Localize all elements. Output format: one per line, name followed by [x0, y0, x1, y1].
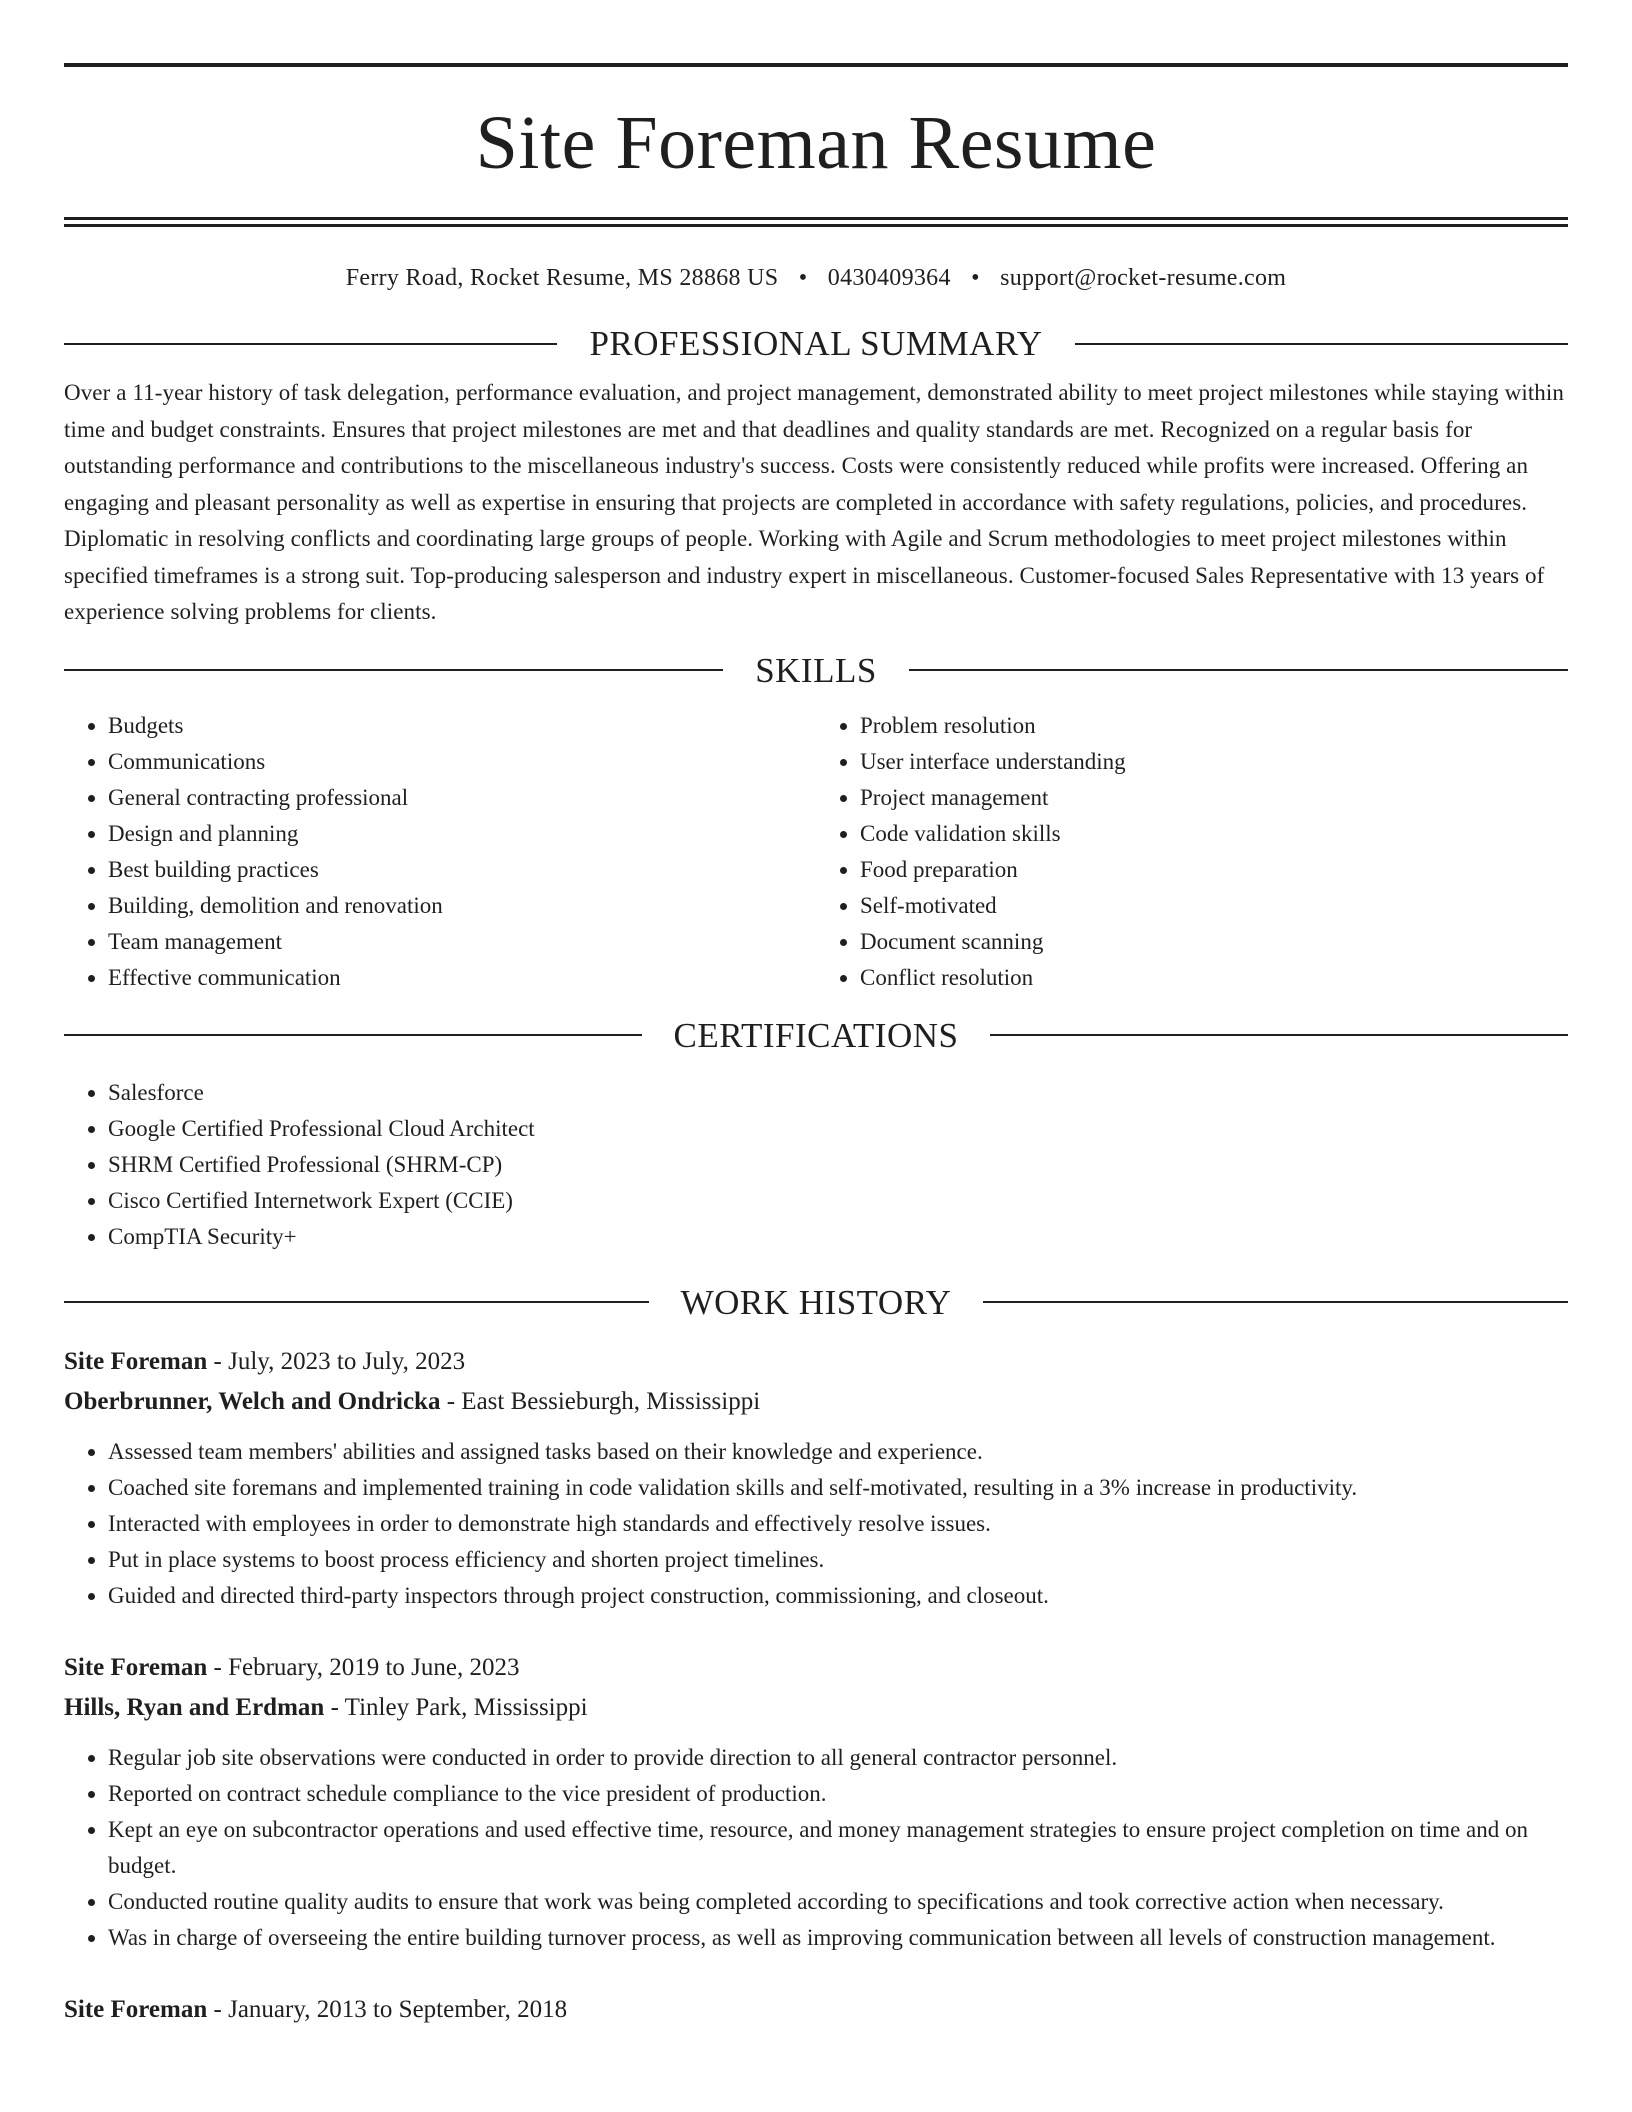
certification-item: • Google Certified Professional Cloud Architect: [108, 1111, 1568, 1147]
job-title-line: [64, 1990, 1568, 2030]
job-entry: [64, 1342, 1568, 1614]
job-bullet: • Put in place systems to boost process efficiency and shorten project timelines.: [108, 1542, 1568, 1578]
job-title-line: [64, 1648, 1568, 1688]
job-company: Hills, Ryan and Erdman: [64, 1693, 325, 1721]
heading-rule: [64, 1034, 642, 1036]
work-history-heading-label: WORK HISTORY: [680, 1282, 952, 1322]
skill-item: • User interface understanding: [860, 744, 1568, 780]
job-bullet: • Interacted with employees in order to demonstrate high standards and effectively resolve issues.: [108, 1506, 1568, 1542]
title-double-rule: [64, 217, 1568, 227]
heading-rule: [64, 1301, 649, 1303]
summary-text: Over a 11-year history of task delegation, performance evaluation, and project management, demonstrated ability to meet project milestones while staying within time and budget constraints. Ensures that project milestones are met and that deadlines and quality standards are met. Recognized on a regular basis for outstanding performance and contributions to the miscellaneous industry's success. Costs were consistently reduced while profits were increased. Offering an engaging and pleasant personality as well as expertise in ensuring that projects are completed in accordance with safety regulations, policies, and procedures. Diplomatic in resolving conflicts and coordinating large groups of people. Working with Agile and Scrum methodologies to meet project milestones within specified timeframes is a strong suit. Top-producing salesperson and industry expert in miscellaneous. Customer-focused Sales Representative with 13 years of experience solving problems for clients.: [64, 380, 1564, 624]
contact-address: Ferry Road, Rocket Resume, MS 28868 US: [345, 265, 779, 291]
job-location: - East Bessieburgh, Mississippi: [440, 1387, 761, 1415]
heading-rule: [1075, 343, 1568, 345]
skills-heading: [64, 650, 1568, 690]
summary-heading-label: PROFESSIONAL SUMMARY: [589, 324, 1043, 363]
summary-heading: [64, 326, 1568, 361]
job-title: Site Foreman: [64, 1653, 208, 1681]
job-dates: - January, 2013 to September, 2018: [207, 1995, 568, 2023]
skill-item: • General contracting professional: [108, 780, 816, 816]
resume-title: Site Foreman Resume: [475, 101, 1157, 185]
heading-rule: [64, 669, 723, 671]
skill-item: • Self-motivated: [860, 888, 1568, 924]
certification-item: • SHRM Certified Professional (SHRM-CP): [108, 1147, 1568, 1183]
job-title: Site Foreman: [64, 1995, 208, 2023]
top-rule: [64, 63, 1568, 67]
skill-item: • Communications: [108, 744, 816, 780]
job-title: Site Foreman: [64, 1347, 208, 1375]
job-entry: [64, 1648, 1568, 1956]
job-company-line: [64, 1688, 1568, 1728]
contact-line: [64, 265, 1568, 292]
skill-item: • Food preparation: [860, 852, 1568, 888]
heading-rule: [909, 669, 1568, 671]
contact-separator: •: [971, 265, 980, 291]
job-location: - Tinley Park, Mississippi: [324, 1693, 588, 1721]
heading-rule: [983, 1301, 1568, 1303]
heading-rule: [64, 343, 557, 345]
contact-email: support@rocket-resume.com: [1000, 265, 1287, 291]
job-bullet: • Guided and directed third-party inspectors through project construction, commissioning, and closeout.: [108, 1578, 1568, 1614]
skills-list: [64, 708, 1568, 996]
certifications-list: [64, 1075, 1568, 1255]
skills-heading-label: SKILLS: [755, 650, 877, 690]
job-bullet: • Coached site foremans and implemented training in code validation skills and self-motivated, resulting in a 3% increase in productivity.: [108, 1470, 1568, 1506]
skill-item: • Conflict resolution: [860, 960, 1568, 996]
skills-column-right: [816, 708, 1568, 996]
certification-item: • Cisco Certified Internetwork Expert (CCIE): [108, 1183, 1568, 1219]
skill-item: • Code validation skills: [860, 816, 1568, 852]
skill-item: • Project management: [860, 780, 1568, 816]
job-entry: [64, 1990, 1568, 2030]
job-bullet: • Reported on contract schedule compliance to the vice president of production.: [108, 1776, 1568, 1812]
skills-column-left: [64, 708, 816, 996]
work-history-heading: [64, 1282, 1568, 1322]
certifications-heading: [64, 1015, 1568, 1055]
skill-item: • Problem resolution: [860, 708, 1568, 744]
skill-item: • Design and planning: [108, 816, 816, 852]
job-bullets: [64, 1740, 1568, 1956]
certification-item: • Salesforce: [108, 1075, 1568, 1111]
skill-item: • Budgets: [108, 708, 816, 744]
heading-rule: [990, 1034, 1568, 1036]
resume-page: [64, 0, 1568, 2030]
certification-item: • CompTIA Security+: [108, 1219, 1568, 1255]
job-title-line: [64, 1342, 1568, 1382]
skill-item: • Building, demolition and renovation: [108, 888, 816, 924]
contact-phone: 0430409364: [827, 265, 951, 291]
job-bullet: • Was in charge of overseeing the entire building turnover process, as well as improving communication between all levels of construction management.: [108, 1920, 1568, 1956]
job-bullet: • Regular job site observations were conducted in order to provide direction to all general contractor personnel.: [108, 1740, 1568, 1776]
job-bullet: • Kept an eye on subcontractor operations and used effective time, resource, and money management strategies to ensure project completion on time and on budget.: [108, 1812, 1568, 1884]
certifications-heading-label: CERTIFICATIONS: [673, 1015, 959, 1055]
skill-item: • Team management: [108, 924, 816, 960]
job-dates: - February, 2019 to June, 2023: [207, 1653, 520, 1681]
job-bullet: • Conducted routine quality audits to ensure that work was being completed according to specifications and took corrective action when necessary.: [108, 1884, 1568, 1920]
job-bullets: [64, 1434, 1568, 1614]
job-bullet: • Assessed team members' abilities and assigned tasks based on their knowledge and experience.: [108, 1434, 1568, 1470]
job-dates: - July, 2023 to July, 2023: [207, 1347, 466, 1375]
contact-separator: •: [798, 265, 808, 291]
job-company: Oberbrunner, Welch and Ondricka: [64, 1387, 441, 1415]
skill-item: • Effective communication: [108, 960, 816, 996]
skill-item: • Best building practices: [108, 852, 816, 888]
skill-item: • Document scanning: [860, 924, 1568, 960]
job-company-line: [64, 1382, 1568, 1422]
